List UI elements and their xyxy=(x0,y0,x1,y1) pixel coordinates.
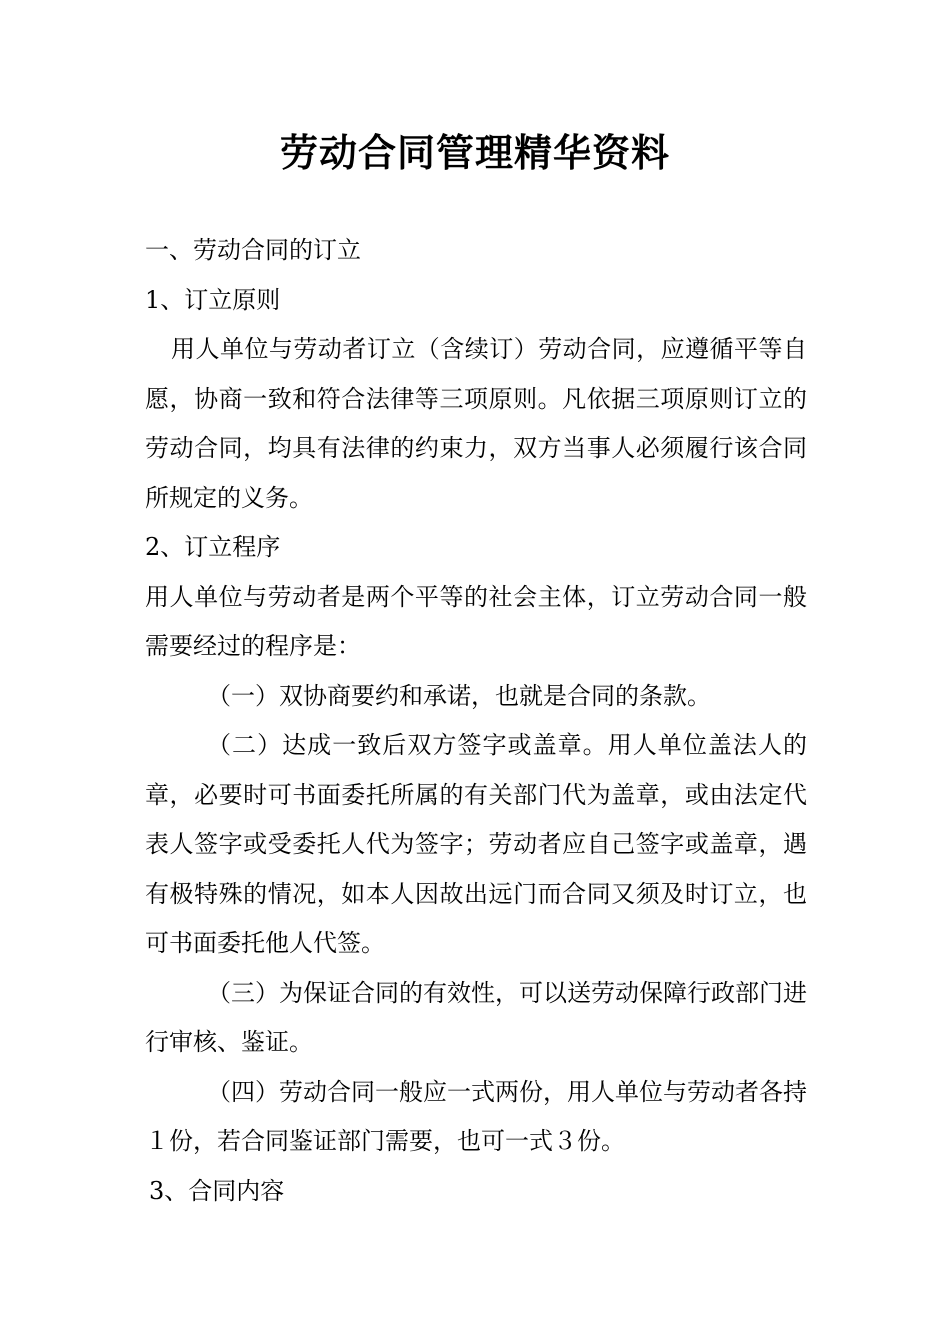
document-title: 劳动合同管理精华资料 xyxy=(279,130,670,175)
paragraph-principles: 用人单位与劳动者订立（含续订）劳动合同，应遵循平等自愿，协商一致和符合法律等三项原则。凡依据三项原则订立的劳动合同，均具有法律的约束力，双方当事人必须履行该合同所规定的义务。 xyxy=(145,335,807,512)
document-body xyxy=(145,226,807,1216)
paragraph-procedure-intro: 用人单位与劳动者是两个平等的社会主体，订立劳动合同一般需要经过的程序是： xyxy=(145,582,807,660)
section-heading-principles: 1、订立原则 xyxy=(145,285,281,314)
section-heading-procedure: 2、订立程序 xyxy=(145,533,281,561)
list-item-4: （四）劳动合同一般应一式两份，用人单位与劳动者各持１份，若合同鉴证部门需要，也可一式３份。 xyxy=(145,1077,807,1155)
list-item-1: （一）双协商要约和承诺，也就是合同的条款。 xyxy=(207,681,711,710)
heading-contract-conclusion: 一、劳动合同的订立 xyxy=(145,236,361,264)
list-item-3: （三）为保证合同的有效性，可以送劳动保障行政部门进行审核、鉴证。 xyxy=(145,978,807,1056)
section-heading-content: 3、合同内容 xyxy=(149,1176,285,1205)
list-item-2: （二）达成一致后双方签字或盖章。用人单位盖法人的章，必要时可书面委托所属的有关部门代为盖章，或由法定代表人签字或受委托人代为签字；劳动者应自己签字或盖章，遇有极特殊的情况，如本人因故出远门而合同又须及时订立，也可书面委托他人代签。 xyxy=(145,731,807,957)
